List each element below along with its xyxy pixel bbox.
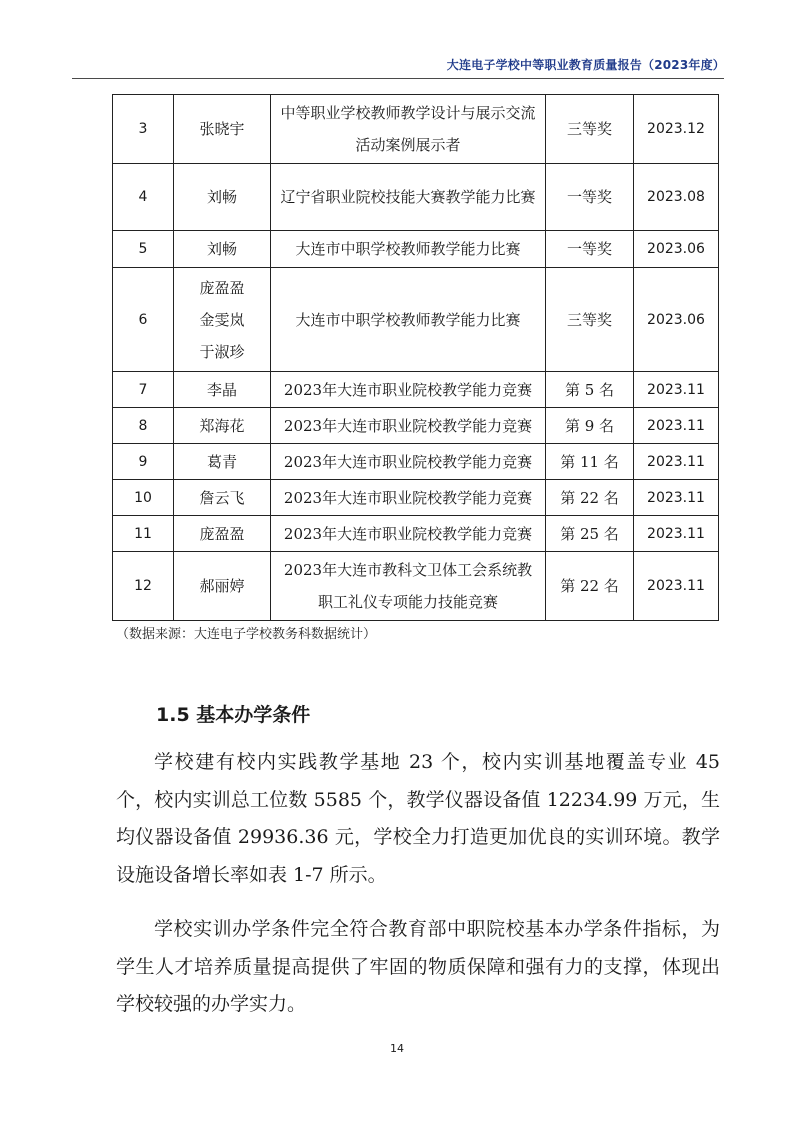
competition-name: 2023年大连市教科文卫体工会系统教职工礼仪专项能力技能竞赛 <box>271 552 546 621</box>
award-level: 三等奖 <box>546 95 634 164</box>
winner-names <box>174 231 271 268</box>
winner-names <box>174 552 271 621</box>
data-source-note: （数据来源：大连电子学校教务科数据统计） <box>116 627 377 642</box>
winner-name: 李晶 <box>206 380 237 399</box>
body-paragraph: 学校建有校内实践教学基地 23 个，校内实训基地覆盖专业 45 个，校内实训总工位数 5585 个，教学仪器设备值 12234.99 万元，生均仪器设备值 29936.36 元，学校全力打造更加优良的实训环境。教学设施设备增长率如表 1-7 所示。 <box>116 751 720 886</box>
award-level: 第 11 名 <box>546 444 634 480</box>
competition-name: 中等职业学校教师教学设计与展示交流活动案例展示者 <box>271 95 546 164</box>
section-heading: 1.5 基本办学条件 <box>156 704 311 726</box>
table-row <box>113 268 719 372</box>
competition-name: 2023年大连市职业院校教学能力竞赛 <box>271 408 546 444</box>
award-date: 2023.11 <box>634 408 719 444</box>
awards-table <box>112 94 719 621</box>
winner-names <box>174 372 271 408</box>
awards-table-body <box>113 95 719 621</box>
table-row <box>113 231 719 268</box>
award-level: 第 22 名 <box>546 480 634 516</box>
award-date: 2023.06 <box>634 231 719 268</box>
winner-name: 郝丽婷 <box>199 577 245 595</box>
report-header-title: 大连电子学校中等职业教育质量报告（2023年度） <box>446 58 725 72</box>
winner-names <box>174 444 271 480</box>
table-row <box>113 372 719 408</box>
winner-names <box>174 480 271 516</box>
table-row <box>113 552 719 621</box>
row-number: 4 <box>113 164 174 231</box>
winner-name: 庞盈盈 <box>199 524 245 543</box>
row-number: 7 <box>113 372 174 408</box>
competition-name: 大连市中职学校教师教学能力比赛 <box>271 268 546 372</box>
winner-name: 郑海花 <box>199 416 245 435</box>
competition-name: 辽宁省职业院校技能大赛教学能力比赛 <box>271 164 546 231</box>
winner-names <box>174 408 271 444</box>
row-number: 8 <box>113 408 174 444</box>
award-date: 2023.06 <box>634 268 719 372</box>
row-number: 11 <box>113 516 174 552</box>
winner-name: 詹云飞 <box>199 488 245 507</box>
winner-names <box>174 95 271 164</box>
table-row <box>113 444 719 480</box>
row-number: 6 <box>113 268 174 372</box>
winner-name: 庞盈盈 <box>199 278 245 297</box>
row-number: 9 <box>113 444 174 480</box>
row-number: 12 <box>113 552 174 621</box>
page-number: 14 <box>390 1042 404 1055</box>
winner-name: 葛青 <box>206 452 237 471</box>
winner-name: 于淑珍 <box>199 342 245 361</box>
winner-name: 金雯岚 <box>199 310 245 329</box>
table-row <box>113 408 719 444</box>
award-date: 2023.12 <box>634 95 719 164</box>
award-date: 2023.11 <box>634 516 719 552</box>
table-row <box>113 516 719 552</box>
body-paragraph: 学校实训办学条件完全符合教育部中职院校基本办学条件指标，为学生人才培养质量提高提供了牢固的物质保障和强有力的支撑，体现出学校较强的办学实力。 <box>116 918 720 1015</box>
winner-name: 刘畅 <box>206 188 237 206</box>
competition-name: 2023年大连市职业院校教学能力竞赛 <box>271 480 546 516</box>
table-row <box>113 95 719 164</box>
award-level: 第 5 名 <box>546 372 634 408</box>
header-rule <box>72 78 724 79</box>
row-number: 5 <box>113 231 174 268</box>
row-number: 3 <box>113 95 174 164</box>
competition-name: 2023年大连市职业院校教学能力竞赛 <box>271 516 546 552</box>
winner-name: 张晓宇 <box>199 120 245 138</box>
winner-name: 刘畅 <box>206 240 237 258</box>
row-number: 10 <box>113 480 174 516</box>
award-date: 2023.11 <box>634 372 719 408</box>
competition-name: 2023年大连市职业院校教学能力竞赛 <box>271 444 546 480</box>
winner-names <box>174 268 271 372</box>
competition-name: 2023年大连市职业院校教学能力竞赛 <box>271 372 546 408</box>
competition-name: 大连市中职学校教师教学能力比赛 <box>271 231 546 268</box>
award-level: 一等奖 <box>546 231 634 268</box>
award-date: 2023.11 <box>634 480 719 516</box>
winner-names <box>174 164 271 231</box>
award-level: 第 9 名 <box>546 408 634 444</box>
award-level: 三等奖 <box>546 268 634 372</box>
award-date: 2023.11 <box>634 552 719 621</box>
award-level: 一等奖 <box>546 164 634 231</box>
award-level: 第 25 名 <box>546 516 634 552</box>
table-row <box>113 480 719 516</box>
award-date: 2023.11 <box>634 444 719 480</box>
winner-names <box>174 516 271 552</box>
table-row <box>113 164 719 231</box>
award-level: 第 22 名 <box>546 552 634 621</box>
award-date: 2023.08 <box>634 164 719 231</box>
